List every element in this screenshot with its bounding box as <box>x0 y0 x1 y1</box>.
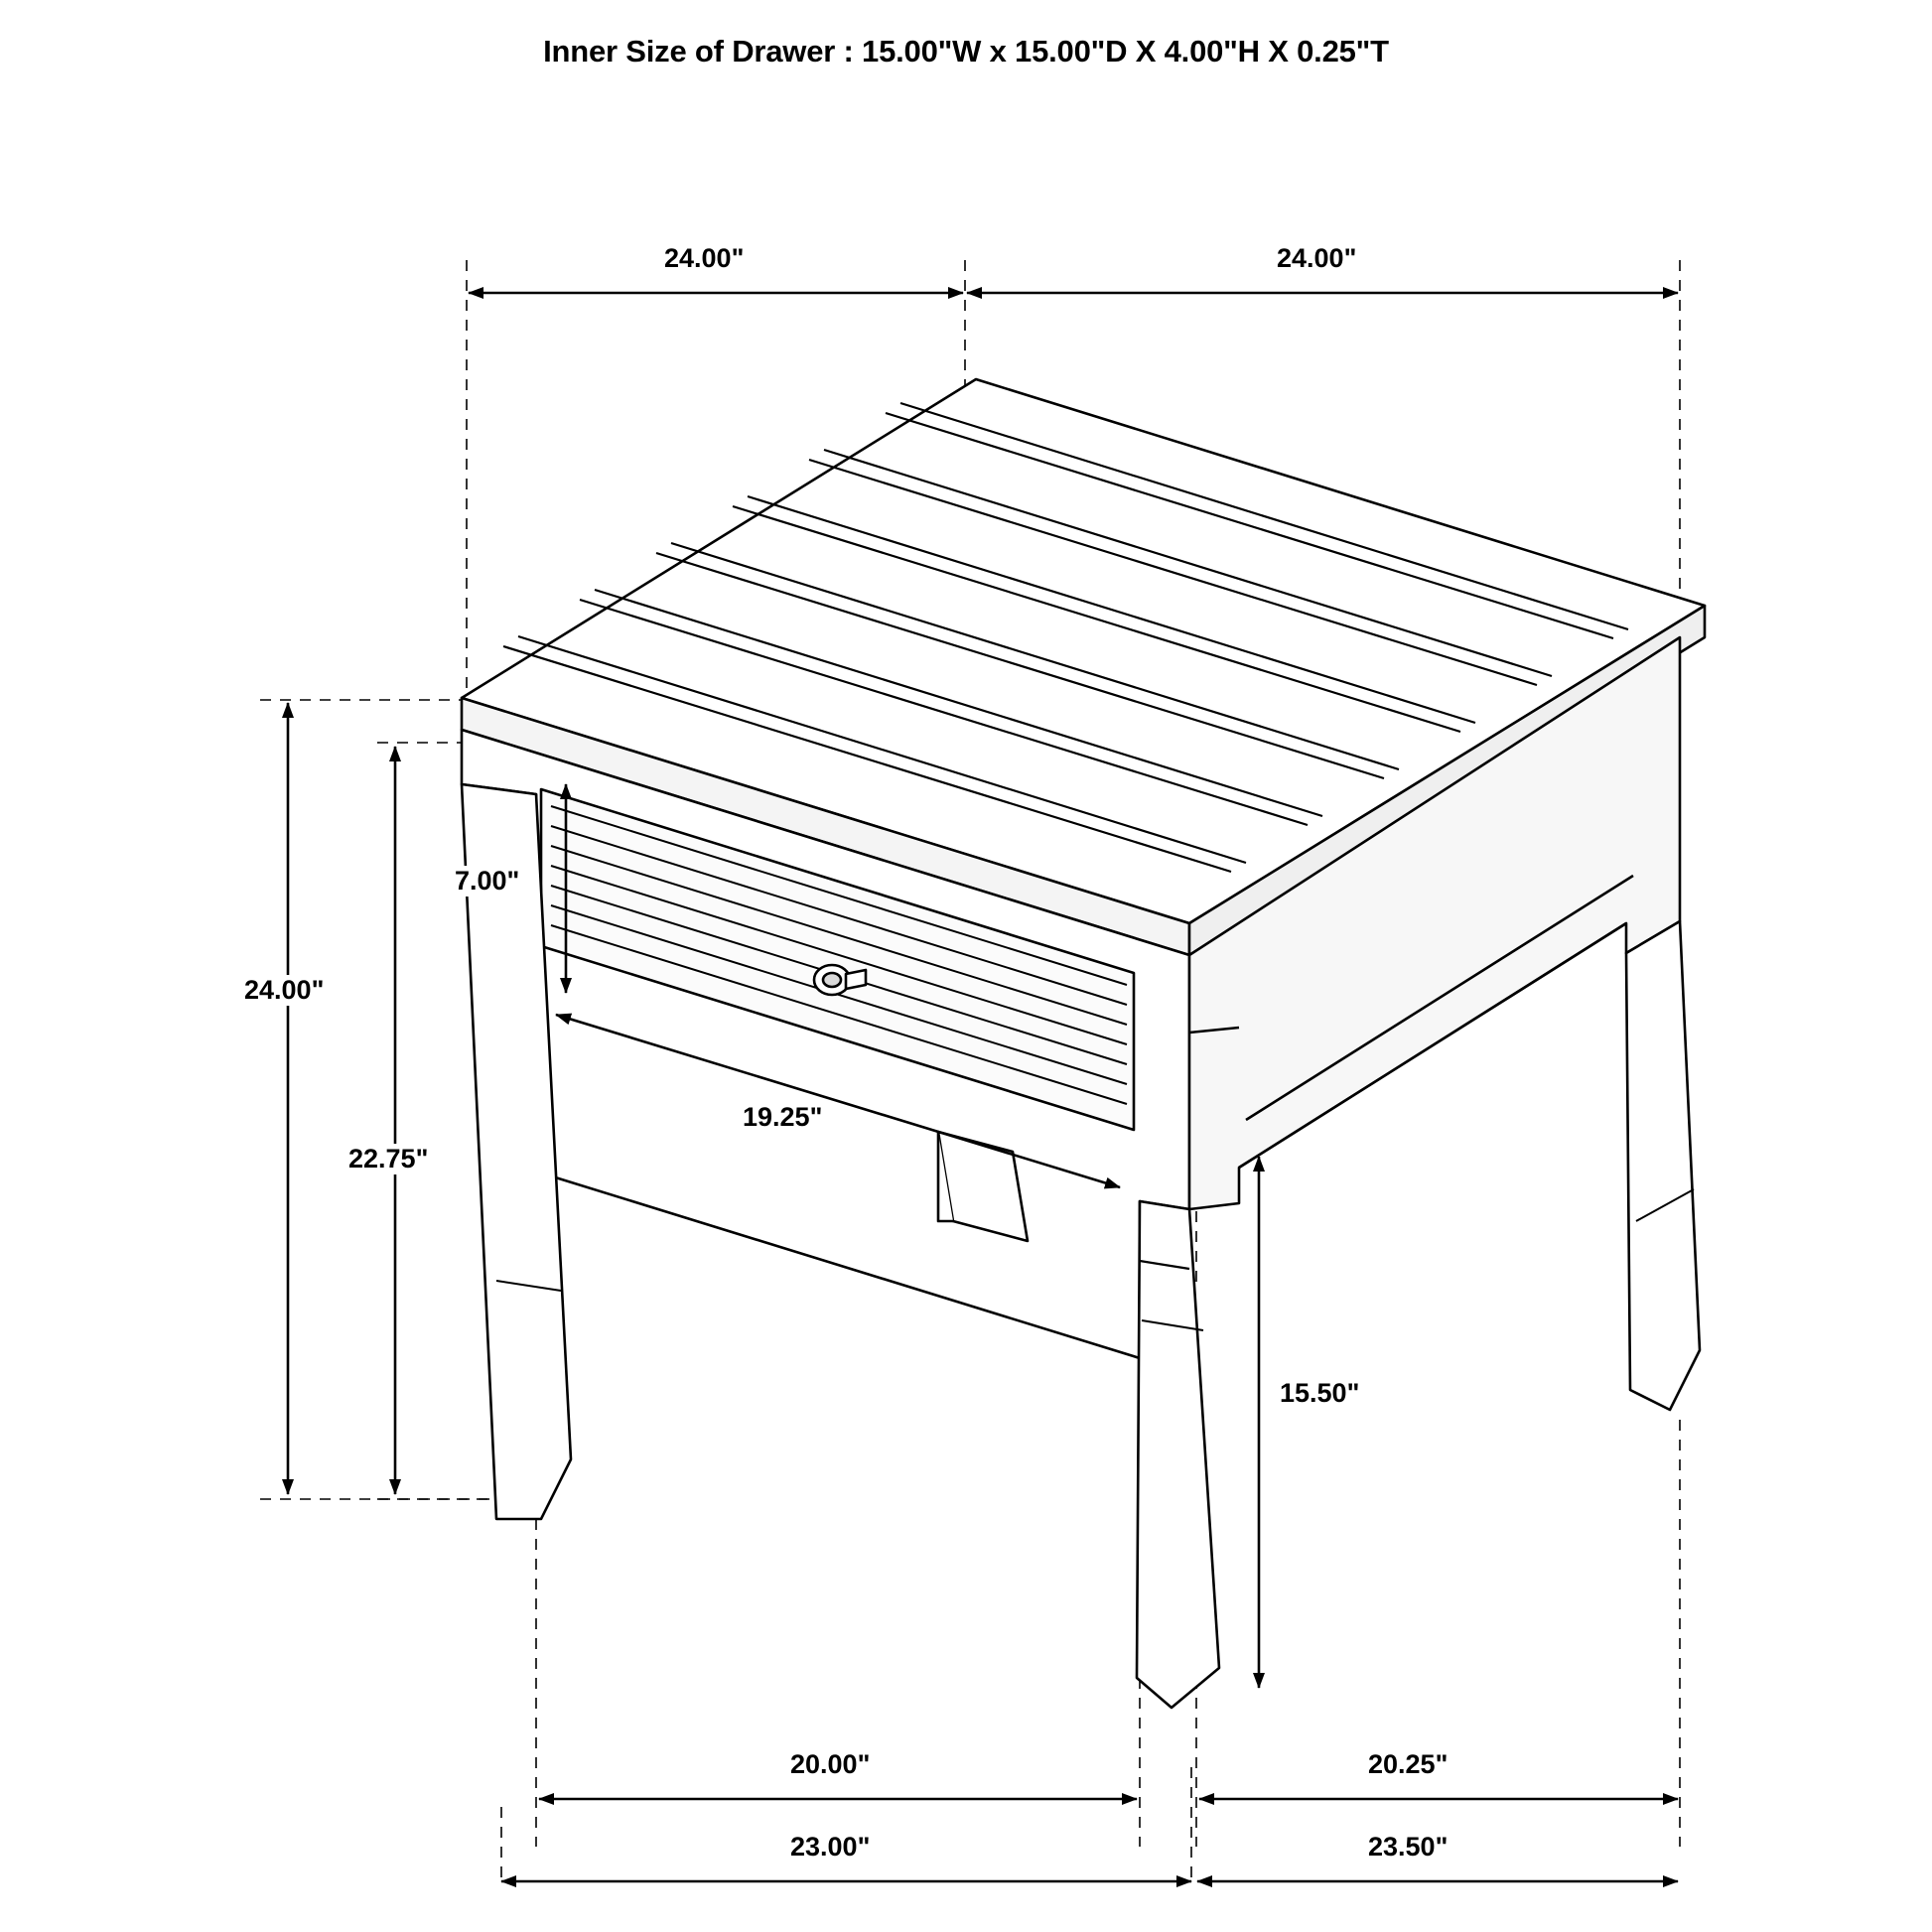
dim-drawer-height: 7.00" <box>449 866 525 897</box>
dim-base-left-width: 20.00" <box>784 1749 876 1780</box>
dim-drawer-width: 19.25" <box>737 1102 828 1133</box>
dim-top-right-width: 24.00" <box>1271 243 1362 274</box>
dim-apron-height: 22.75" <box>343 1144 434 1174</box>
page-title: Inner Size of Drawer : 15.00"W x 15.00"D X 4.00"H X 0.25"T <box>543 34 1389 69</box>
dim-base-right-width: 20.25" <box>1362 1749 1453 1780</box>
dim-lower-right-width: 23.50" <box>1362 1832 1453 1863</box>
dim-leg-clearance: 15.50" <box>1274 1378 1365 1409</box>
dim-top-left-width: 24.00" <box>658 243 750 274</box>
dim-overall-height: 24.00" <box>238 975 330 1006</box>
dim-lower-left-width: 23.00" <box>784 1832 876 1863</box>
